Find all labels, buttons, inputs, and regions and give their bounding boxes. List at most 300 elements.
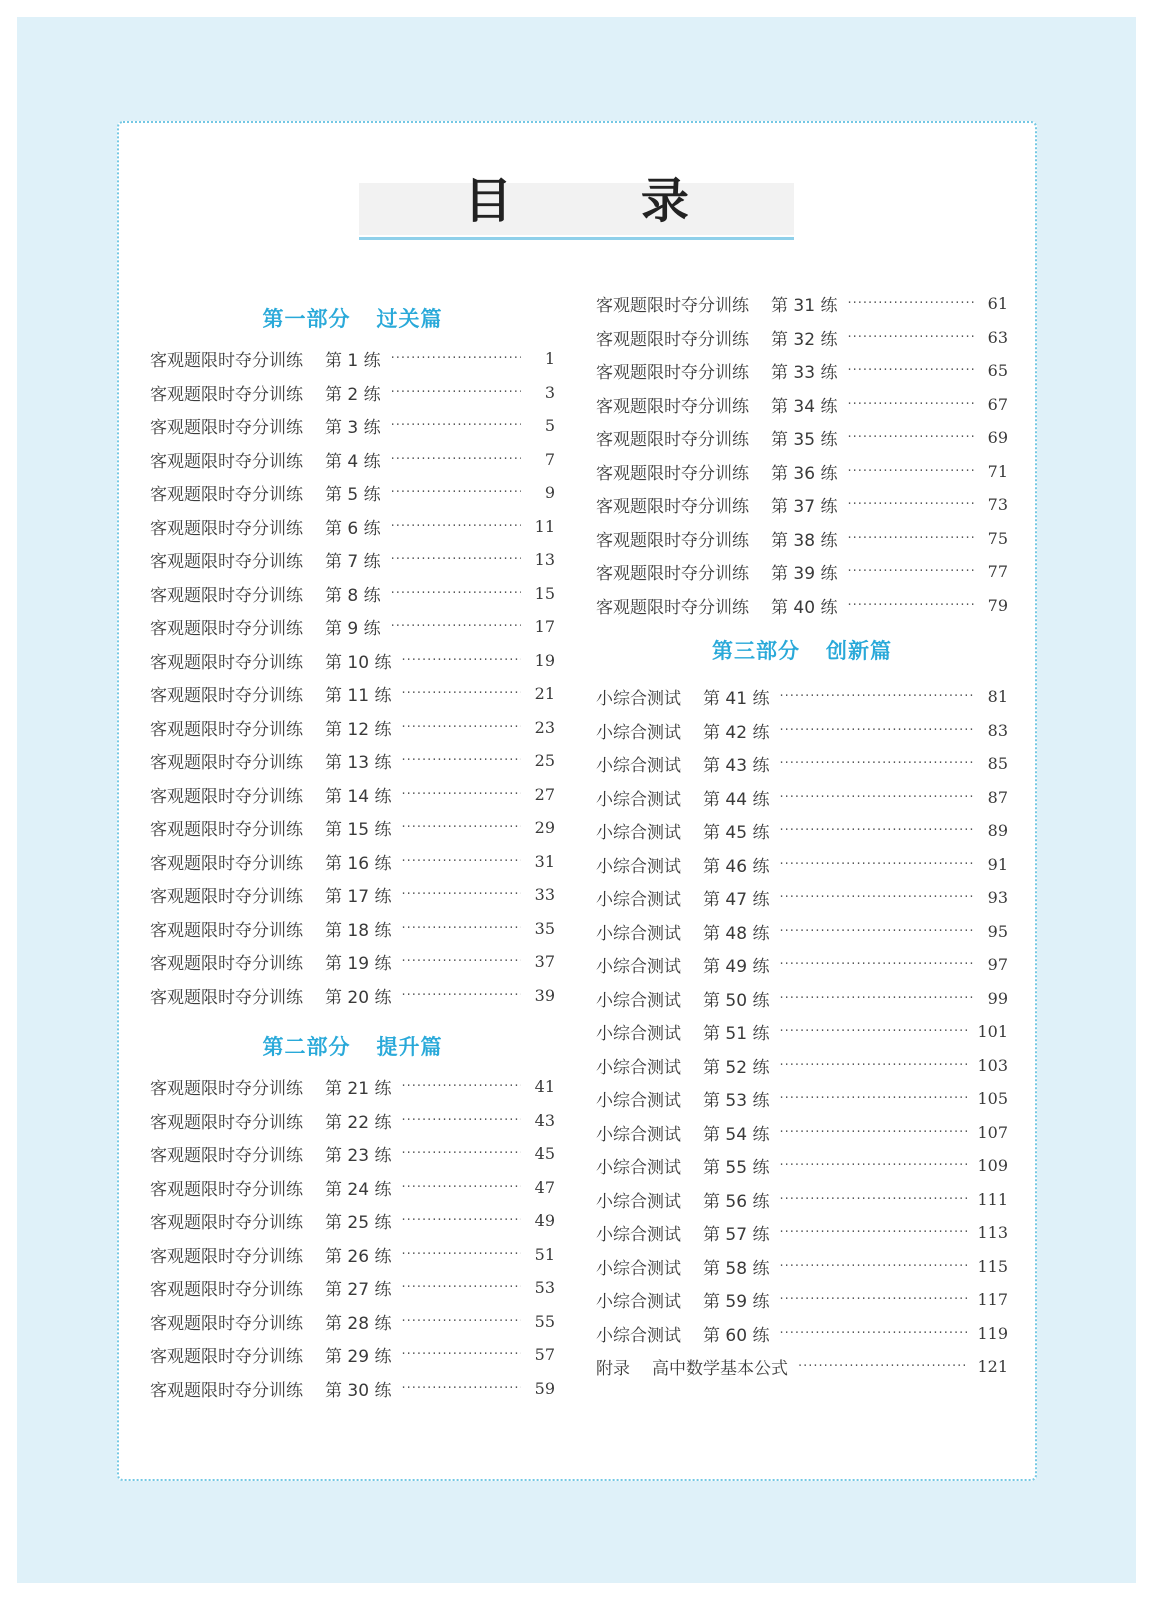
dot-leader (391, 351, 521, 366)
toc-entry[interactable] (150, 711, 555, 745)
entry-exercise-number: 第 24 练 (325, 1179, 392, 1200)
dot-leader (401, 653, 521, 668)
page-number: 21 (534, 684, 555, 704)
page-number: 31 (534, 851, 555, 871)
entry-type-label: 客观题限时夺分训练 (150, 1313, 303, 1334)
entry-type-label: 客观题限时夺分训练 (150, 853, 303, 874)
entry-exercise-number: 第 12 练 (325, 719, 392, 740)
entry-exercise-number: 第 28 练 (325, 1313, 392, 1334)
entry-type-label: 客观题限时夺分训练 (150, 786, 303, 807)
dot-leader (391, 418, 521, 433)
title-underline (359, 237, 794, 240)
entry-type-label: 客观题限时夺分训练 (150, 1213, 303, 1234)
toc-entry[interactable] (596, 522, 1008, 556)
dot-leader (779, 957, 974, 972)
page-number: 61 (987, 294, 1008, 314)
dot-leader (401, 753, 521, 768)
entry-type-label: 客观题限时夺分训练 (596, 329, 749, 350)
dot-leader (401, 787, 521, 802)
entry-exercise-number: 第 36 练 (771, 463, 838, 484)
entry-type-label: 客观题限时夺分训练 (150, 485, 303, 506)
dot-leader (391, 485, 521, 500)
entry-exercise-number: 第 41 练 (703, 689, 770, 710)
toc-entry[interactable] (596, 1149, 1008, 1183)
entry-type-label: 客观题限时夺分训练 (150, 619, 303, 640)
entry-type-label: 客观题限时夺分训练 (150, 987, 303, 1008)
toc-entry[interactable] (596, 948, 1008, 982)
dot-leader (779, 857, 974, 872)
entry-exercise-number: 第 55 练 (703, 1158, 770, 1179)
entry-exercise-number: 第 1 练 (325, 351, 381, 372)
entry-exercise-number: 第 49 练 (703, 957, 770, 978)
entry-exercise-number: 第 53 练 (703, 1091, 770, 1112)
page-number: 17 (534, 617, 555, 637)
dot-leader (779, 890, 974, 905)
toc-entry[interactable] (150, 1204, 555, 1238)
page-number: 59 (534, 1378, 555, 1398)
entry-exercise-number: 第 5 练 (325, 485, 381, 506)
page-number: 121 (977, 1357, 1008, 1377)
page-number: 23 (534, 717, 555, 737)
page-number: 71 (987, 461, 1008, 481)
toc-entry[interactable] (596, 1183, 1008, 1217)
toc-entry[interactable] (596, 915, 1008, 949)
dot-leader (401, 1213, 521, 1228)
page-number: 65 (987, 361, 1008, 381)
entry-type-label: 小综合测试 (596, 1124, 681, 1145)
dot-leader (391, 586, 521, 601)
entry-exercise-number: 第 51 练 (703, 1024, 770, 1045)
entry-type-label: 客观题限时夺分训练 (150, 552, 303, 573)
entry-type-label: 小综合测试 (596, 1325, 681, 1346)
entry-type-label: 客观题限时夺分训练 (150, 753, 303, 774)
dot-leader (779, 1292, 967, 1307)
entry-type-label: 客观题限时夺分训练 (150, 920, 303, 941)
appendix-title: 高中数学基本公式 (652, 1359, 788, 1380)
dot-leader (401, 1079, 521, 1094)
toc-entry[interactable] (150, 878, 555, 912)
toc-entry[interactable] (596, 1049, 1008, 1083)
entry-type-label: 小综合测试 (596, 1091, 681, 1112)
toc-entry[interactable] (150, 1238, 555, 1272)
entry-exercise-number: 第 7 练 (325, 552, 381, 573)
page-number: 27 (534, 784, 555, 804)
toc-entry[interactable] (596, 814, 1008, 848)
entry-type-label: 客观题限时夺分训练 (596, 597, 749, 618)
dot-leader (401, 1113, 521, 1128)
toc-entry[interactable] (596, 589, 1008, 623)
dot-leader (391, 452, 521, 467)
entry-exercise-number: 第 37 练 (771, 497, 838, 518)
dot-leader (401, 1314, 521, 1329)
page-number: 89 (987, 821, 1008, 841)
entry-type-label: 客观题限时夺分训练 (596, 497, 749, 518)
entry-exercise-number: 第 25 练 (325, 1213, 392, 1234)
dot-leader (401, 988, 521, 1003)
page-number: 19 (534, 650, 555, 670)
toc-entry[interactable] (150, 409, 555, 443)
entry-exercise-number: 第 18 练 (325, 920, 392, 941)
dot-leader (847, 330, 974, 345)
dot-leader (779, 1058, 967, 1073)
page-number: 77 (987, 562, 1008, 582)
entry-exercise-number: 第 21 练 (325, 1079, 392, 1100)
toc-entry[interactable] (596, 1250, 1008, 1284)
page-number: 87 (987, 787, 1008, 807)
toc-entry[interactable] (150, 443, 555, 477)
page-number: 41 (534, 1077, 555, 1097)
dot-leader (779, 1024, 967, 1039)
dot-leader (847, 497, 974, 512)
entry-type-label: 客观题限时夺分训练 (150, 1280, 303, 1301)
entry-exercise-number: 第 48 练 (703, 923, 770, 944)
toc-entry[interactable] (150, 778, 555, 812)
page-number: 99 (987, 988, 1008, 1008)
entry-type-label: 客观题限时夺分训练 (596, 396, 749, 417)
toc-entry[interactable] (596, 1216, 1008, 1250)
entry-exercise-number: 第 30 练 (325, 1380, 392, 1401)
toc-entry[interactable] (150, 912, 555, 946)
page-number: 57 (534, 1345, 555, 1365)
page-number: 7 (544, 449, 555, 469)
dot-leader (779, 723, 974, 738)
dot-leader (401, 820, 521, 835)
entry-exercise-number: 第 44 练 (703, 789, 770, 810)
toc-entry[interactable] (150, 1338, 555, 1372)
entry-exercise-number: 第 58 练 (703, 1258, 770, 1279)
entry-exercise-number: 第 16 练 (325, 853, 392, 874)
entry-exercise-number: 第 54 练 (703, 1124, 770, 1145)
entry-type-label: 小综合测试 (596, 722, 681, 743)
dot-leader (391, 385, 521, 400)
entry-type-label: 客观题限时夺分训练 (150, 686, 303, 707)
toc-entry[interactable] (150, 510, 555, 544)
dot-leader (401, 1247, 521, 1262)
dot-leader (401, 1146, 521, 1161)
entry-exercise-number: 第 8 练 (325, 585, 381, 606)
page-number: 11 (534, 516, 555, 536)
toc-entry[interactable] (596, 1116, 1008, 1150)
entry-exercise-number: 第 52 练 (703, 1057, 770, 1078)
toc-entry[interactable] (150, 979, 555, 1013)
entry-type-label: 客观题限时夺分训练 (150, 652, 303, 673)
entry-type-label: 客观题限时夺分训练 (150, 585, 303, 606)
dot-leader (779, 1158, 967, 1173)
page-number: 51 (534, 1244, 555, 1264)
section-entries (596, 287, 1008, 622)
entry-type-label: 小综合测试 (596, 1024, 681, 1045)
dot-leader (401, 1180, 521, 1195)
entry-type-label: 小综合测试 (596, 923, 681, 944)
entry-exercise-number: 第 31 练 (771, 296, 838, 317)
dot-leader (401, 854, 521, 869)
toc-entry[interactable] (596, 488, 1008, 522)
dot-leader (779, 991, 974, 1006)
toc-entry[interactable] (150, 677, 555, 711)
section-name: 第三部分 (712, 639, 800, 663)
page-number: 67 (987, 394, 1008, 414)
entry-exercise-number: 第 23 练 (325, 1146, 392, 1167)
toc-entry[interactable] (596, 1283, 1008, 1317)
section-entries (150, 342, 555, 1012)
toc-entry[interactable] (596, 714, 1008, 748)
entry-exercise-number: 第 15 练 (325, 820, 392, 841)
entry-exercise-number: 第 42 练 (703, 722, 770, 743)
toc-entry[interactable] (150, 1271, 555, 1305)
entry-exercise-number: 第 38 练 (771, 530, 838, 551)
toc-entry[interactable] (150, 577, 555, 611)
entry-exercise-number: 第 13 练 (325, 753, 392, 774)
entry-exercise-number: 第 47 练 (703, 890, 770, 911)
entry-type-label: 客观题限时夺分训练 (150, 1246, 303, 1267)
entry-type-label: 小综合测试 (596, 823, 681, 844)
page-number: 29 (534, 818, 555, 838)
entry-exercise-number: 第 45 练 (703, 823, 770, 844)
entry-exercise-number: 第 46 练 (703, 856, 770, 877)
section-subtitle: 过关篇 (376, 307, 443, 331)
toc-entry[interactable] (150, 1171, 555, 1205)
entry-type-label: 小综合测试 (596, 689, 681, 710)
toc-entry[interactable] (150, 945, 555, 979)
toc-title-block (359, 163, 794, 245)
entry-exercise-number: 第 29 练 (325, 1347, 392, 1368)
dot-leader (779, 756, 974, 771)
toc-entry[interactable] (596, 354, 1008, 388)
entry-type-label: 客观题限时夺分训练 (150, 820, 303, 841)
toc-entry[interactable] (596, 1015, 1008, 1049)
entry-exercise-number: 第 60 练 (703, 1325, 770, 1346)
toc-entry[interactable] (596, 321, 1008, 355)
page-number: 45 (534, 1144, 555, 1164)
toc-entry[interactable] (596, 455, 1008, 489)
page-number: 15 (534, 583, 555, 603)
entry-type-label: 客观题限时夺分训练 (596, 430, 749, 451)
page-number: 1 (544, 349, 555, 369)
toc-entry[interactable] (150, 811, 555, 845)
page-number: 111 (977, 1189, 1008, 1209)
page-number: 81 (987, 687, 1008, 707)
dot-leader (391, 519, 521, 534)
dot-leader (779, 1326, 967, 1341)
dot-leader (847, 531, 974, 546)
dot-leader (391, 552, 521, 567)
page-number: 5 (544, 416, 555, 436)
entry-exercise-number: 第 57 练 (703, 1225, 770, 1246)
dot-leader (779, 689, 974, 704)
entry-type-label: 小综合测试 (596, 1191, 681, 1212)
toc-entry[interactable] (150, 342, 555, 376)
dot-leader (401, 1347, 521, 1362)
page-number: 47 (534, 1177, 555, 1197)
toc-entry[interactable] (150, 644, 555, 678)
entry-type-label: 客观题限时夺分训练 (150, 1146, 303, 1167)
entry-exercise-number: 第 27 练 (325, 1280, 392, 1301)
toc-entry[interactable] (596, 388, 1008, 422)
toc-entry[interactable] (150, 476, 555, 510)
toc-entry[interactable] (596, 287, 1008, 321)
dot-leader (401, 720, 521, 735)
entry-type-label: 小综合测试 (596, 1225, 681, 1246)
page-number: 93 (987, 888, 1008, 908)
section-heading (150, 1024, 555, 1070)
appendix-label: 附录 (596, 1359, 630, 1380)
entry-type-label: 客观题限时夺分训练 (150, 418, 303, 439)
dot-leader (779, 1192, 967, 1207)
dot-leader (847, 598, 974, 613)
toc-entry[interactable] (596, 680, 1008, 714)
toc-entry[interactable] (150, 744, 555, 778)
toc-entry[interactable] (150, 1137, 555, 1171)
dot-leader (798, 1359, 967, 1374)
section-entries (150, 1070, 555, 1405)
toc-entry[interactable] (596, 1082, 1008, 1116)
toc-entry[interactable] (150, 376, 555, 410)
toc-entry[interactable] (596, 982, 1008, 1016)
entry-type-label: 小综合测试 (596, 1292, 681, 1313)
entry-exercise-number: 第 34 练 (771, 396, 838, 417)
page-number: 35 (534, 918, 555, 938)
entry-type-label: 客观题限时夺分训练 (150, 719, 303, 740)
page-number: 75 (987, 528, 1008, 548)
entry-type-label: 小综合测试 (596, 756, 681, 777)
page-number: 97 (987, 955, 1008, 975)
entry-type-label: 客观题限时夺分训练 (150, 1380, 303, 1401)
entry-type-label: 客观题限时夺分训练 (150, 1179, 303, 1200)
toc-entry[interactable] (596, 848, 1008, 882)
entry-exercise-number: 第 32 练 (771, 329, 838, 350)
entry-exercise-number: 第 4 练 (325, 451, 381, 472)
entry-exercise-number: 第 17 练 (325, 887, 392, 908)
entry-type-label: 小综合测试 (596, 1158, 681, 1179)
page-number: 33 (534, 885, 555, 905)
toc-entry-appendix[interactable] (596, 1350, 1008, 1384)
entry-exercise-number: 第 33 练 (771, 363, 838, 384)
entry-exercise-number: 第 20 练 (325, 987, 392, 1008)
page-number: 115 (977, 1256, 1008, 1276)
entry-type-label: 客观题限时夺分训练 (150, 1079, 303, 1100)
page-number: 25 (534, 751, 555, 771)
section-heading (596, 628, 1008, 674)
dot-leader (847, 564, 974, 579)
entry-type-label: 小综合测试 (596, 1258, 681, 1279)
entry-type-label: 客观题限时夺分训练 (596, 363, 749, 384)
section-name: 第二部分 (262, 1035, 351, 1059)
dot-leader (401, 887, 521, 902)
entry-exercise-number: 第 9 练 (325, 619, 381, 640)
page-number: 107 (977, 1122, 1008, 1142)
dot-leader (401, 686, 521, 701)
toc-entry[interactable] (150, 1305, 555, 1339)
dot-leader (779, 790, 974, 805)
entry-type-label: 小综合测试 (596, 990, 681, 1011)
entry-type-label: 小综合测试 (596, 789, 681, 810)
entry-type-label: 客观题限时夺分训练 (150, 451, 303, 472)
toc-entry[interactable] (150, 1070, 555, 1104)
entry-exercise-number: 第 35 练 (771, 430, 838, 451)
toc-entry[interactable] (150, 1104, 555, 1138)
entry-exercise-number: 第 26 练 (325, 1246, 392, 1267)
section-entries (596, 680, 1008, 1350)
dot-leader (779, 1259, 967, 1274)
page-number: 3 (544, 382, 555, 402)
page-number: 91 (987, 854, 1008, 874)
page-number: 105 (977, 1089, 1008, 1109)
dot-leader (779, 823, 974, 838)
toc-entry[interactable] (596, 421, 1008, 455)
entry-type-label: 客观题限时夺分训练 (150, 1112, 303, 1133)
dot-leader (779, 1091, 967, 1106)
toc-entry[interactable] (596, 747, 1008, 781)
section-name: 第一部分 (262, 307, 351, 331)
dot-leader (779, 924, 974, 939)
entry-type-label: 小综合测试 (596, 1057, 681, 1078)
section-subtitle: 创新篇 (826, 639, 892, 663)
toc-entry[interactable] (596, 781, 1008, 815)
page-number: 109 (977, 1156, 1008, 1176)
entry-exercise-number: 第 50 练 (703, 990, 770, 1011)
page-number: 113 (977, 1223, 1008, 1243)
page-number: 43 (534, 1110, 555, 1130)
dot-leader (847, 296, 974, 311)
entry-exercise-number: 第 2 练 (325, 384, 381, 405)
entry-exercise-number: 第 6 练 (325, 518, 381, 539)
dot-leader (401, 1280, 521, 1295)
dot-leader (401, 921, 521, 936)
page-number: 69 (987, 428, 1008, 448)
entry-exercise-number: 第 11 练 (325, 686, 392, 707)
page-number: 55 (534, 1311, 555, 1331)
toc-entry[interactable] (596, 1317, 1008, 1351)
entry-type-label: 客观题限时夺分训练 (596, 564, 749, 585)
toc-right-column (596, 287, 1008, 1384)
entry-type-label: 客观题限时夺分训练 (596, 463, 749, 484)
toc-entry[interactable] (150, 543, 555, 577)
dot-leader (401, 954, 521, 969)
page-number: 103 (977, 1055, 1008, 1075)
toc-entry[interactable] (596, 555, 1008, 589)
entry-exercise-number: 第 10 练 (325, 652, 392, 673)
page-number: 119 (977, 1323, 1008, 1343)
dot-leader (847, 363, 974, 378)
page-number: 63 (987, 327, 1008, 347)
dot-leader (401, 1381, 521, 1396)
entry-type-label: 客观题限时夺分训练 (150, 887, 303, 908)
section-subtitle: 提升篇 (376, 1035, 443, 1059)
entry-exercise-number: 第 19 练 (325, 954, 392, 975)
toc-entry[interactable] (596, 881, 1008, 915)
entry-exercise-number: 第 43 练 (703, 756, 770, 777)
entry-exercise-number: 第 56 练 (703, 1191, 770, 1212)
page-number: 83 (987, 720, 1008, 740)
entry-exercise-number: 第 22 练 (325, 1112, 392, 1133)
page-title: 目 录 (464, 173, 745, 229)
entry-type-label: 客观题限时夺分训练 (596, 530, 749, 551)
toc-entry[interactable] (150, 845, 555, 879)
dot-leader (779, 1125, 967, 1140)
toc-entry[interactable] (150, 1372, 555, 1406)
entry-type-label: 小综合测试 (596, 856, 681, 877)
entry-type-label: 客观题限时夺分训练 (150, 518, 303, 539)
page-number: 117 (977, 1290, 1008, 1310)
page-number: 13 (534, 550, 555, 570)
dot-leader (847, 430, 974, 445)
toc-left-column (150, 296, 555, 1405)
entry-exercise-number: 第 14 练 (325, 786, 392, 807)
page-number: 39 (534, 985, 555, 1005)
dot-leader (847, 464, 974, 479)
toc-entry[interactable] (150, 610, 555, 644)
page-number: 73 (987, 495, 1008, 515)
